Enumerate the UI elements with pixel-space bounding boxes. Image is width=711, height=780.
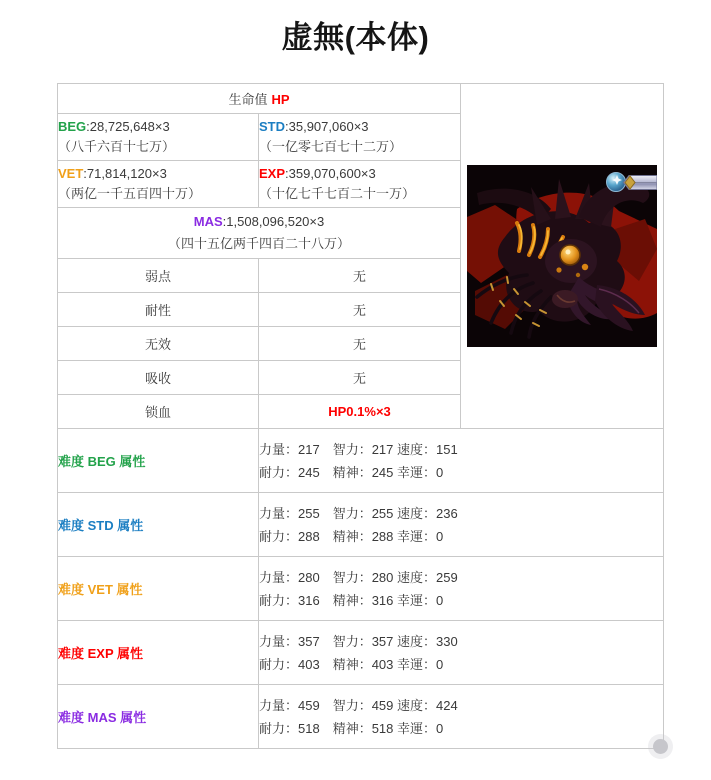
table-row-diff-std xyxy=(58,493,664,557)
diff-std-stats-line1: 力量：255 智力：255 速度：236 xyxy=(259,505,458,521)
diff-mas-stats-line2: 耐力：518 精神：518 幸運：0 xyxy=(259,720,444,736)
colon: : xyxy=(222,214,227,229)
hp-reading-exp: （十亿七千七百二十一万） xyxy=(259,186,416,201)
hp-value-mas: 1,508,096,520×3 xyxy=(226,214,325,229)
null-label: 无效 xyxy=(58,327,259,361)
hp-lock-label: 锁血 xyxy=(58,395,259,429)
diff-mas-label: 难度 MAS 属性 xyxy=(58,685,259,749)
diff-vet-label: 难度 VET 属性 xyxy=(58,557,259,621)
colon: : xyxy=(83,166,87,181)
diff-exp-label: 难度 EXP 属性 xyxy=(58,621,259,685)
colon: : xyxy=(86,119,90,134)
hp-value-std: 35,907,060×3 xyxy=(288,119,369,134)
table-row-diff-vet xyxy=(58,557,664,621)
hp-header-cell xyxy=(58,84,461,114)
table-row-diff-beg xyxy=(58,429,664,493)
weakness-label: 弱点 xyxy=(58,259,259,293)
hp-key-beg: BEG xyxy=(58,119,87,134)
hp-cell-std xyxy=(259,114,461,161)
table-row-diff-exp xyxy=(58,621,664,685)
hp-reading-vet: （两亿一千五百四十万） xyxy=(58,186,202,201)
diff-std-stats-line2: 耐力：288 精神：288 幸運：0 xyxy=(259,528,444,544)
hp-header-row xyxy=(58,84,664,114)
hp-header-hp: HP xyxy=(271,92,290,107)
diff-std-label: 难度 STD 属性 xyxy=(58,493,259,557)
hp-value-beg: 28,725,648×3 xyxy=(89,119,170,134)
diff-std-stats xyxy=(259,493,664,557)
resistance-label: 耐性 xyxy=(58,293,259,327)
table-row-diff-mas xyxy=(58,685,664,749)
diff-vet-stats-line2: 耐力：316 精神：316 幸運：0 xyxy=(259,592,444,608)
resistance-value: 无 xyxy=(259,293,461,327)
diff-beg-stats-line1: 力量：217 智力：217 速度：151 xyxy=(259,441,458,457)
hp-lock-value: HP0.1%×3 xyxy=(259,395,461,429)
artwork-cell xyxy=(461,84,664,429)
hp-header-label: 生命值 xyxy=(228,92,268,107)
orb-icon xyxy=(607,173,626,192)
diff-exp-stats xyxy=(259,621,664,685)
hp-key-exp: EXP xyxy=(259,166,286,181)
hp-cell-beg xyxy=(58,114,259,161)
weakness-value: 无 xyxy=(259,259,461,293)
colon: : xyxy=(285,119,289,134)
diff-mas-stats xyxy=(259,685,664,749)
hp-key-mas: MAS xyxy=(193,214,223,229)
absorb-label: 吸收 xyxy=(58,361,259,395)
diff-beg-label: 难度 BEG 属性 xyxy=(58,429,259,493)
diff-mas-stats-line1: 力量：459 智力：459 速度：424 xyxy=(259,697,458,713)
hp-key-vet: VET xyxy=(58,166,84,181)
hp-cell-vet xyxy=(58,161,259,208)
null-value: 无 xyxy=(259,327,461,361)
hp-reading-std: （一亿零七百七十二万） xyxy=(259,139,403,154)
absorb-value: 无 xyxy=(259,361,461,395)
colon: : xyxy=(285,166,289,181)
diff-vet-stats xyxy=(259,557,664,621)
diff-vet-stats-line1: 力量：280 智力：280 速度：259 xyxy=(259,569,458,585)
enemy-stats-table xyxy=(57,83,664,749)
hp-reading-beg: （八千六百十七万） xyxy=(58,139,176,154)
diff-exp-stats-line2: 耐力：403 精神：403 幸運：0 xyxy=(259,656,444,672)
hp-value-vet: 71,814,120×3 xyxy=(86,166,167,181)
hp-cell-mas xyxy=(58,208,461,259)
page-title: 虚無(本体) xyxy=(281,20,430,55)
corner-handle-dot[interactable] xyxy=(653,739,668,754)
diff-beg-stats xyxy=(259,429,664,493)
sword-icon xyxy=(624,176,658,190)
hp-cell-exp xyxy=(259,161,461,208)
hp-key-std: STD xyxy=(259,119,285,134)
diff-exp-stats-line1: 力量：357 智力：357 速度：330 xyxy=(259,633,458,649)
monster-artwork xyxy=(467,165,657,347)
hp-reading-mas: （四十五亿两千四百二十八万） xyxy=(168,236,351,251)
diff-beg-stats-line2: 耐力：245 精神：245 幸運：0 xyxy=(259,464,444,480)
hp-value-exp: 359,070,600×3 xyxy=(288,166,376,181)
